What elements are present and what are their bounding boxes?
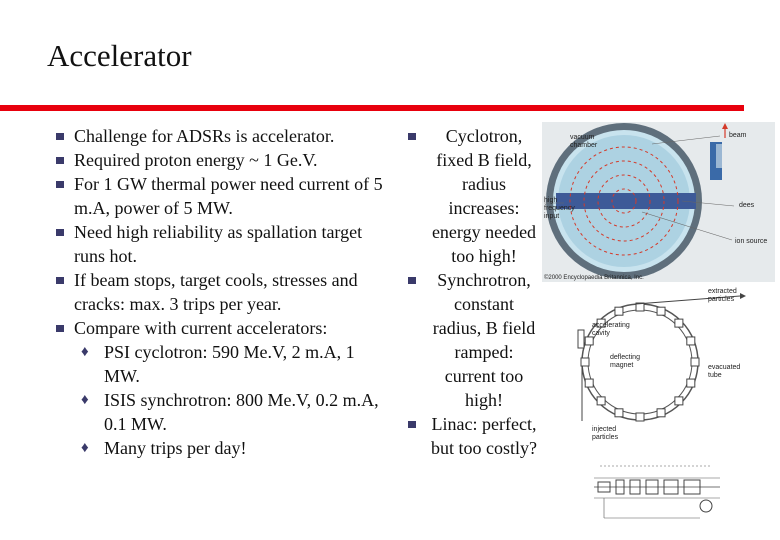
square-bullet-icon — [56, 181, 64, 188]
synchrotron-diagram — [548, 286, 776, 451]
synchrotron-label: accelerating cavity — [592, 322, 630, 337]
left-bullet-list — [56, 124, 386, 460]
cyclotron-label: ion source — [735, 238, 768, 245]
bullet-item — [56, 172, 386, 220]
bullet-text: Synchrotron, constant radius, B field ramped: current too high! — [432, 270, 536, 410]
magnet-segment — [615, 409, 623, 417]
sub-bullet-text: Many trips per day! — [104, 438, 247, 458]
copyright-text: ©2000 Encyclopaedia Britannica, Inc. — [544, 275, 644, 281]
bullet-text: Required proton energy ~ 1 Ge.V. — [74, 150, 318, 170]
synchrotron-label: deflecting magnet — [610, 354, 640, 369]
magnet-segment — [675, 397, 683, 405]
slide-title: Accelerator — [47, 38, 192, 73]
magnet-segment — [597, 397, 605, 405]
sub-bullet-item — [56, 388, 386, 436]
bullet-text: Linac: perfect, but too costly? — [431, 414, 537, 458]
bullet-text: Compare with current accelerators: — [74, 318, 328, 338]
square-bullet-icon — [56, 157, 64, 164]
diamond-bullet-icon: ♦ — [81, 344, 89, 360]
cyclotron-label: vacuum chamber — [570, 134, 598, 149]
bullet-item — [56, 148, 386, 172]
sub-bullet-item — [56, 340, 386, 388]
bullet-text: Need high reliability as spallation target runs hot. — [74, 222, 363, 266]
synchrotron-label: extracted particles — [708, 288, 737, 303]
square-bullet-icon — [408, 421, 416, 428]
bullet-text: Cyclotron, fixed B field, radius increases: energy needed too high! — [431, 126, 537, 266]
bullet-item — [408, 124, 538, 268]
bullet-item — [408, 268, 538, 412]
magnet-segment — [687, 379, 695, 387]
bullet-item — [408, 412, 538, 460]
middle-bullet-list — [408, 124, 538, 460]
magnet-segment — [657, 307, 665, 315]
magnet-segment — [585, 379, 593, 387]
bullet-text: Challenge for ADSRs is accelerator. — [74, 126, 335, 146]
sub-bullet-item — [56, 436, 386, 460]
magnet-segment — [615, 307, 623, 315]
square-bullet-icon — [56, 229, 64, 236]
magnet-segment — [585, 337, 593, 345]
square-bullet-icon — [56, 133, 64, 140]
synchrotron-label: evacuated tube — [708, 364, 741, 379]
bullet-text: For 1 GW thermal power need current of 5 m.A, power of 5 MW. — [74, 174, 383, 218]
cyclotron-label: beam — [729, 132, 747, 139]
bullet-text: If beam stops, target cools, stresses and cracks: max. 3 trips per year. — [74, 270, 358, 314]
diamond-bullet-icon: ♦ — [81, 392, 89, 408]
magnet-segment — [675, 319, 683, 327]
magnet-segment — [636, 413, 644, 421]
square-bullet-icon — [56, 325, 64, 332]
bullet-item — [56, 268, 386, 316]
square-bullet-icon — [56, 277, 64, 284]
title-underline — [0, 105, 744, 111]
bullet-item — [56, 220, 386, 268]
bullet-item — [56, 316, 386, 340]
sub-bullet-text: ISIS synchrotron: 800 Me.V, 0.2 m.A, 0.1 MW. — [104, 390, 379, 434]
synchrotron-label: injected particles — [592, 426, 619, 441]
square-bullet-icon — [408, 133, 416, 140]
diamond-bullet-icon: ♦ — [81, 440, 89, 456]
magnet-segment — [657, 409, 665, 417]
magnet-segment — [581, 358, 589, 366]
square-bullet-icon — [408, 277, 416, 284]
cyclotron-label: dees — [739, 202, 755, 209]
linac-drawing — [590, 458, 770, 530]
magnet-segment — [691, 358, 699, 366]
bullet-item — [56, 124, 386, 148]
sub-bullet-text: PSI cyclotron: 590 Me.V, 2 m.A, 1 MW. — [104, 342, 355, 386]
magnet-segment — [687, 337, 695, 345]
linac-diagram — [590, 458, 770, 530]
cyclotron-label: high frequency input — [544, 197, 575, 220]
cyclotron-diagram — [542, 122, 775, 282]
